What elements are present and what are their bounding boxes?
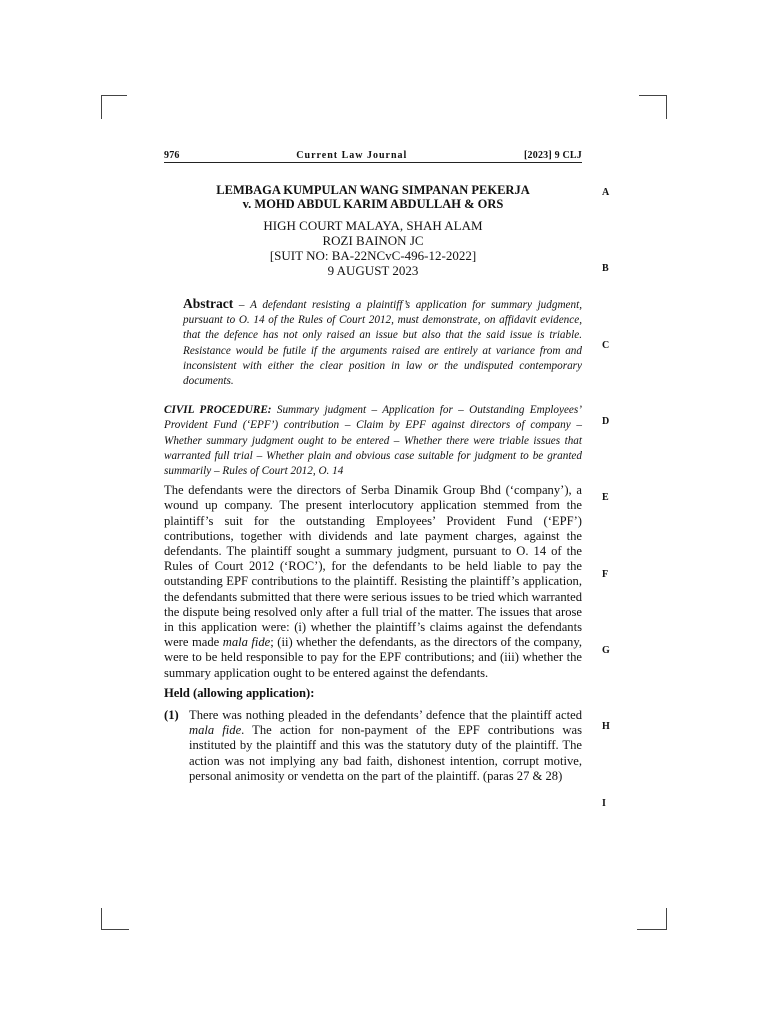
case-summary: [164, 483, 582, 681]
crop-mark-bottom-left-vertical: [101, 908, 102, 930]
crop-mark-bottom-left-horizontal: [101, 929, 129, 930]
margin-letter-i: I: [602, 798, 606, 809]
margin-letter-f: F: [602, 569, 609, 580]
holding-italic-term: mala fide: [189, 723, 242, 738]
judge-name: ROZI BAINON JC: [322, 233, 424, 248]
margin-letter-d: D: [602, 416, 610, 427]
abstract-body: A defendant resisting a plaintiff’s application for summary judgment, pursuant to O. 14 of the Rules of Court 2012, must demonstrate, on affidavit evidence, that the defence has not only raised an issue but also that the said issue is triable. Resistance would be futile if the arguments raised are entirely at variance from and inconsistent with either the clear position in law or the undisputed contemporary documents.: [183, 299, 583, 388]
catchwords-body: Summary judgment – Application for – Outstanding Employees’ Provident Fund (‘EPF’) contribution – Claim by EPF against directors of company – Whether summary judgment ought to be entered – Whether there were triable issues that warranted full trial – Whether plain and obvious case suitable for judgment to be granted summarily – Rules of Court 2012, O. 14: [164, 404, 582, 478]
running-head: [164, 150, 582, 163]
journal-name: Current Law Journal: [296, 150, 408, 161]
crop-mark-top-left-vertical: [101, 95, 102, 119]
judgment-date: 9 AUGUST 2023: [327, 263, 419, 278]
summary-text-1: The defendants were the directors of Serba Dinamik Group Bhd (‘company’), a wound up company. The present interlocutory application stemmed from the plaintiff’s suit for the outstanding Employees’ Provident Fund (‘EPF’) contributions, together with dividends and late payment charges, against the defendants. The plaintiff sought a summary judgment, pursuant to O. 14 of the Rules of Court 2012 (‘ROC’), for the defendants to be held liable to pay the outstanding EPF contributions to the plaintiff. Resisting the plaintiff’s application, the defendants submitted that there were serious issues to be tried which warranted the dispute being resolved only after a full trial of the matter. The issues that arose in this application were: (i) whether the plaintiff’s claims against the defendants were made: [164, 483, 582, 650]
case-title-line-1: LEMBAGA KUMPULAN WANG SIMPANAN PEKERJA: [216, 183, 530, 197]
abstract-dash: –: [233, 299, 251, 311]
crop-mark-top-right-vertical: [666, 95, 667, 119]
margin-letter-h: H: [602, 721, 610, 732]
case-title-line-2: v. MOHD ABDUL KARIM ABDULLAH & ORS: [242, 197, 504, 211]
court-name: HIGH COURT MALAYA, SHAH ALAM: [263, 218, 483, 233]
margin-letter-g: G: [602, 645, 610, 656]
holding-number: (1): [164, 707, 179, 722]
holding-text-1: There was nothing pleaded in the defendants’ defence that the plaintiff acted: [189, 707, 582, 722]
page-number: 976: [164, 150, 180, 161]
holding-text-2: . The action for non-payment of the EPF contributions was instituted by the plaintiff and this was the statutory duty of the plaintiff. The action was not implying any bad faith, dishonest intention, corrupt motive, personal animosity or vendetta on the part of the plaintiff. (paras 27 & 28): [189, 723, 582, 784]
catchwords-heading: CIVIL PROCEDURE:: [164, 404, 272, 417]
court-info: [164, 218, 582, 278]
journal-page: [164, 150, 582, 784]
crop-mark-bottom-right-horizontal: [637, 929, 667, 930]
case-title: [164, 183, 582, 211]
catchwords: [164, 403, 582, 479]
crop-mark-top-right-horizontal: [639, 95, 667, 96]
summary-text-2: ; (ii) whether the defendants, as the directors of the company, were to be held responsible to pay for the EPF contributions; and (iii) whether the summary application ought to be entered against the defendants.: [164, 635, 582, 680]
suit-number: [SUIT NO: BA-22NCvC-496-12-2022]: [269, 248, 477, 263]
margin-letter-a: A: [602, 187, 610, 198]
margin-letter-c: C: [602, 340, 610, 351]
holding-text: [189, 708, 582, 784]
holding-item: [164, 708, 582, 784]
margin-letter-e: E: [602, 492, 609, 503]
margin-letter-b: B: [602, 263, 609, 274]
crop-mark-top-left-horizontal: [101, 95, 127, 96]
abstract-label: Abstract: [183, 296, 234, 311]
journal-citation: [2023] 9 CLJ: [524, 150, 582, 161]
held-heading: Held (allowing application):: [164, 685, 315, 700]
summary-italic-term: mala fide: [222, 635, 271, 650]
abstract: [183, 296, 582, 389]
crop-mark-bottom-right-vertical: [666, 908, 667, 930]
